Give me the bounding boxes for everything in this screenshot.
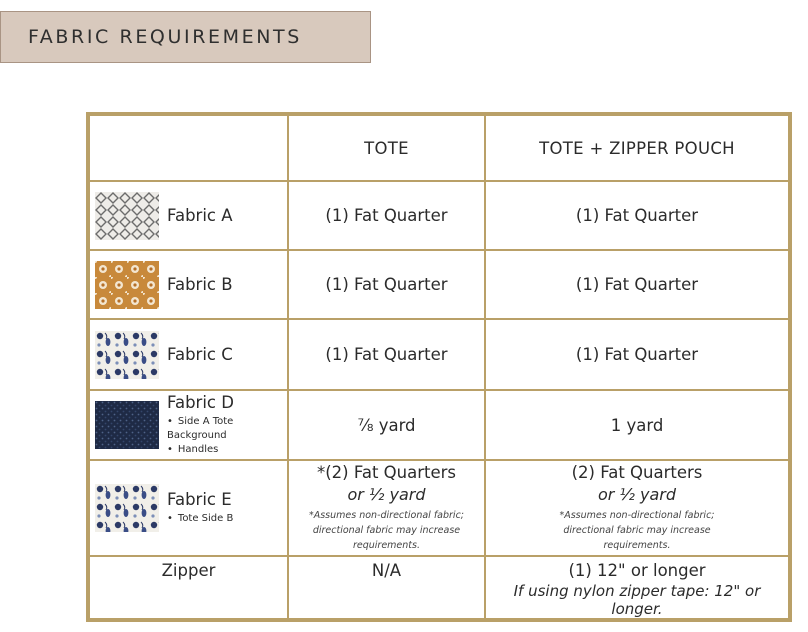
combo-amount: (1) Fat Quarter: [485, 319, 790, 390]
fabric-name: Fabric B: [167, 275, 233, 294]
fabric-use-item: • Tote Side B: [167, 512, 233, 526]
zipper-note: If using nylon zipper tape: 12" or longer.: [513, 582, 761, 618]
tote-amount-cell: [288, 460, 485, 556]
section-title: FABRIC REQUIREMENTS: [28, 26, 302, 48]
fabric-e-swatch: [95, 484, 159, 532]
footnote-line: directional fabric may increase: [563, 525, 711, 536]
fabric-name: Fabric D: [167, 393, 234, 412]
fabric-a-swatch: [95, 192, 159, 240]
fabric-name: Fabric C: [167, 345, 233, 364]
footnote-line: *Assumes non-directional fabric;: [559, 510, 715, 521]
fabric-b-swatch: [95, 261, 159, 309]
fabric-requirements-table: [86, 112, 792, 622]
footnote-line: requirements.: [603, 540, 671, 551]
zipper-label: Zipper: [88, 556, 288, 620]
header-tote: TOTE: [288, 114, 485, 181]
fabric-cell: [88, 319, 288, 390]
fabric-cell: [88, 250, 288, 319]
combo-footnote: [486, 508, 788, 553]
combo-amount: 1 yard: [485, 390, 790, 460]
fabric-d-swatch: [95, 401, 159, 449]
tote-amount: (1) Fat Quarter: [288, 250, 485, 319]
fabric-cell: [88, 181, 288, 250]
header-tote-zipper-pouch: TOTE + ZIPPER POUCH: [485, 114, 790, 181]
tote-amount: (1) Fat Quarter: [288, 181, 485, 250]
table-row: [88, 181, 790, 250]
fabric-cell: [88, 460, 288, 556]
fabric-c-swatch: [95, 331, 159, 379]
table-row: [88, 556, 790, 620]
combo-amount-alt: or ½ yard: [597, 485, 677, 504]
combo-amount-cell: [485, 556, 790, 620]
combo-amount-main: (2) Fat Quarters: [571, 463, 703, 482]
tote-amount-alt: or ½ yard: [347, 485, 426, 504]
combo-amount-cell: [485, 460, 790, 556]
table-row: [88, 390, 790, 460]
fabric-use-list: [167, 512, 233, 526]
combo-amount: (1) Fat Quarter: [485, 181, 790, 250]
tote-amount: N/A: [288, 556, 485, 620]
header-empty: [88, 114, 288, 181]
fabric-name: Fabric E: [167, 490, 232, 509]
combo-amount-main: (1) 12" or longer: [568, 561, 706, 580]
table-header-row: [88, 114, 790, 181]
tote-amount: (1) Fat Quarter: [288, 319, 485, 390]
fabric-cell: [88, 390, 288, 460]
table-row: [88, 250, 790, 319]
fabric-name: Fabric A: [167, 206, 233, 225]
fabric-use-item: • Side A Tote Background: [167, 415, 287, 443]
tote-footnote: [289, 508, 484, 553]
tote-amount: ⅞ yard: [288, 390, 485, 460]
tote-amount-main: *(2) Fat Quarters: [316, 463, 456, 482]
fabric-use-list: [167, 415, 287, 457]
table-row: [88, 319, 790, 390]
combo-amount: (1) Fat Quarter: [485, 250, 790, 319]
table-row: [88, 460, 790, 556]
fabric-use-item: • Handles: [167, 443, 287, 457]
footnote-line: *Assumes non-directional fabric;: [308, 510, 464, 521]
footnote-line: directional fabric may increase: [312, 525, 461, 536]
footnote-line: requirements.: [352, 540, 420, 551]
section-title-banner: [0, 11, 371, 63]
